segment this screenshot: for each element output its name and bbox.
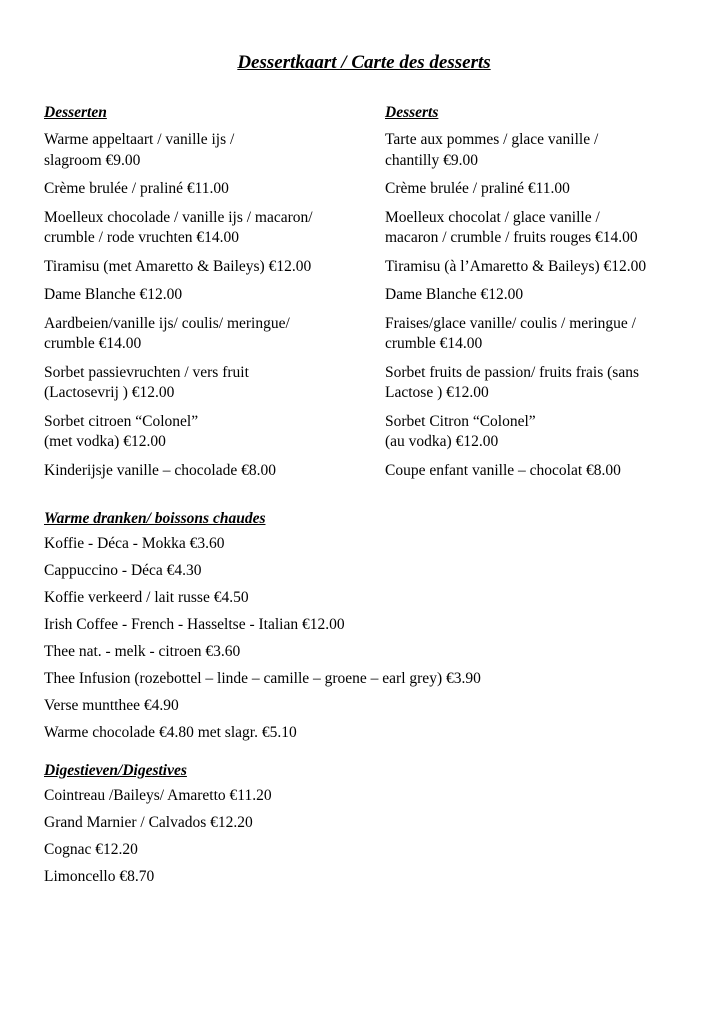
hot-drinks-section: [44, 508, 704, 750]
menu-item: Sorbet passievruchten / vers fruit (Lactosevrij ) €12.00: [44, 363, 249, 401]
desserts-nl-heading: Desserten: [44, 104, 107, 121]
menu-item: Cognac €12.20: [44, 841, 138, 858]
menu-item: Verse muntthee €4.90: [44, 697, 179, 714]
desserts-fr-heading: Desserts: [385, 104, 439, 121]
menu-item: Moelleux chocolat / glace vanille / macaron / crumble / fruits rouges €14.00: [385, 208, 638, 246]
menu-item: Dame Blanche €12.00: [385, 286, 524, 303]
menu-item: Sorbet citroen “Colonel” (met vodka) €12.00: [44, 412, 199, 450]
menu-item: Tarte aux pommes / glace vanille / chantilly €9.00: [385, 131, 599, 169]
menu-item: Tiramisu (à l’Amaretto & Baileys) €12.00: [385, 257, 647, 275]
desserts-nl-column: [44, 102, 374, 489]
digestives-section: [44, 760, 704, 894]
menu-item: Thee Infusion (rozebottel – linde – camille – groene – earl grey) €3.90: [44, 670, 481, 687]
menu-item: Kinderijsje vanille – chocolade €8.00: [44, 461, 277, 479]
menu-item: Tiramisu (met Amaretto & Baileys) €12.00: [44, 257, 312, 275]
menu-item: Warme appeltaart / vanille ijs / slagroom €9.00: [44, 131, 235, 169]
digestives-heading: Digestieven/Digestives: [44, 762, 187, 779]
menu-item: Grand Marnier / Calvados €12.20: [44, 814, 253, 831]
menu-item: Moelleux chocolade / vanille ijs / macaron/ crumble / rode vruchten €14.00: [44, 208, 313, 246]
menu-item: Sorbet fruits de passion/ fruits frais (sans Lactose ) €12.00: [385, 363, 639, 401]
menu-item: Koffie verkeerd / lait russe €4.50: [44, 589, 249, 606]
menu-item: Sorbet Citron “Colonel” (au vodka) €12.00: [385, 412, 536, 450]
hot-drinks-heading: Warme dranken/ boissons chaudes: [44, 510, 266, 527]
menu-item: Cappuccino - Déca €4.30: [44, 562, 202, 579]
menu-item: Limoncello €8.70: [44, 868, 155, 885]
menu-item: Crème brulée / praliné €11.00: [385, 180, 570, 197]
menu-item: Crème brulée / praliné €11.00: [44, 180, 229, 197]
menu-item: Aardbeien/vanille ijs/ coulis/ meringue/ crumble €14.00: [44, 314, 290, 352]
menu-item: Koffie - Déca - Mokka €3.60: [44, 535, 225, 552]
page-title: Dessertkaart / Carte des desserts: [237, 52, 491, 73]
menu-item: Coupe enfant vanille – chocolat €8.00: [385, 461, 621, 479]
menu-item: Dame Blanche €12.00: [44, 286, 183, 303]
menu-item: Warme chocolade €4.80 met slagr. €5.10: [44, 724, 297, 741]
menu-item: Fraises/glace vanille/ coulis / meringue / crumble €14.00: [385, 314, 636, 352]
menu-item: Cointreau /Baileys/ Amaretto €11.20: [44, 787, 272, 804]
menu-item: Irish Coffee - French - Hasseltse - Italian €12.00: [44, 616, 345, 633]
menu-item: Thee nat. - melk - citroen €3.60: [44, 643, 241, 660]
desserts-fr-column: [385, 102, 705, 489]
